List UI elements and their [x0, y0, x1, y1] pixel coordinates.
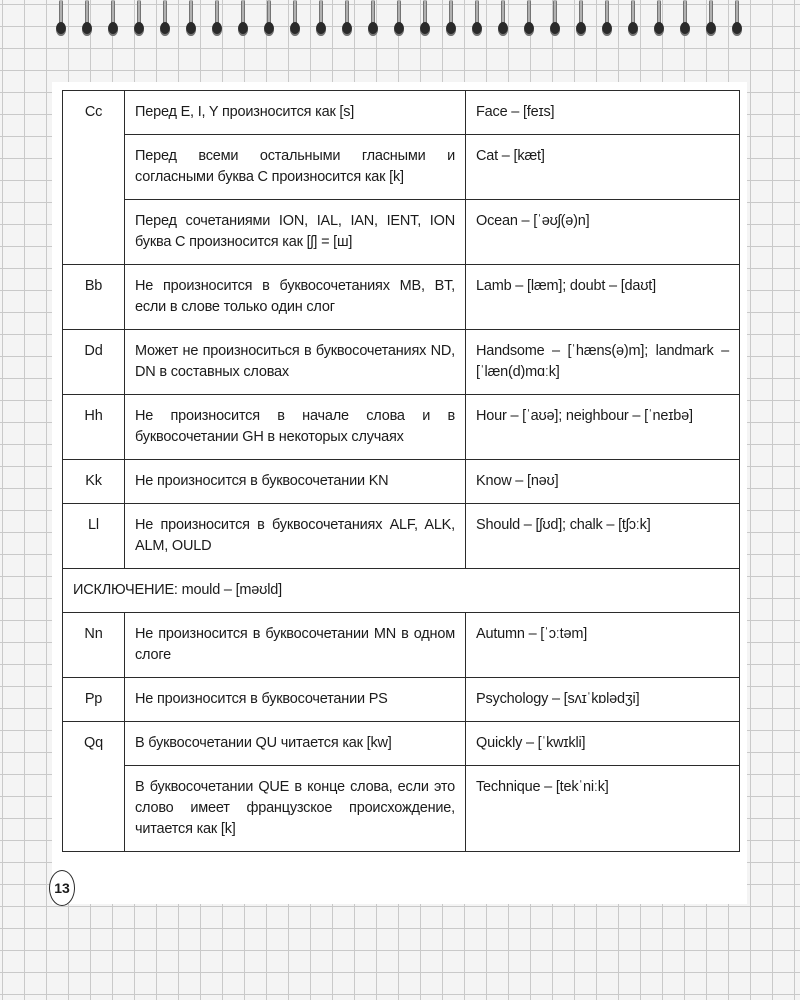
spiral-binding — [0, 0, 800, 42]
table-row — [63, 722, 740, 766]
binding-ring-icon — [108, 0, 118, 40]
table-row — [63, 678, 740, 722]
binding-ring-icon — [342, 0, 352, 40]
table-row — [63, 200, 740, 265]
binding-ring-icon — [316, 0, 326, 40]
letter-cell: Hh — [63, 395, 125, 460]
binding-ring-icon — [212, 0, 222, 40]
table-row — [63, 504, 740, 569]
binding-ring-icon — [56, 0, 66, 40]
binding-ring-icon — [368, 0, 378, 40]
binding-ring-icon — [186, 0, 196, 40]
exception-cell: ИСКЛЮЧЕНИЕ: mould – [məʊld] — [63, 569, 740, 613]
letter-cell: Nn — [63, 613, 125, 678]
table-row — [63, 265, 740, 330]
rule-cell: Не произносится в буквосочетании MN в одном слоге — [125, 613, 466, 678]
binding-ring-icon — [82, 0, 92, 40]
letter-cell: Kk — [63, 460, 125, 504]
binding-ring-icon — [160, 0, 170, 40]
table-row — [63, 395, 740, 460]
binding-ring-icon — [420, 0, 430, 40]
rule-cell: Не произносится в буквосочетаниях ALF, ALK, ALM, OULD — [125, 504, 466, 569]
exception-row — [63, 569, 740, 613]
example-cell: Lamb – [læm]; doubt – [daʊt] — [466, 265, 740, 330]
example-cell: Should – [ʃʊd]; chalk – [tʃɔːk] — [466, 504, 740, 569]
table-row — [63, 91, 740, 135]
example-cell: Know – [nəʊ] — [466, 460, 740, 504]
binding-ring-icon — [446, 0, 456, 40]
rule-cell: Не произносится в буквосочетании KN — [125, 460, 466, 504]
binding-ring-icon — [706, 0, 716, 40]
rule-cell: В буквосочетании QU читается как [kw] — [125, 722, 466, 766]
example-cell: Psychology – [sʌɪˈkɒlədʒi] — [466, 678, 740, 722]
binding-ring-icon — [576, 0, 586, 40]
binding-ring-icon — [498, 0, 508, 40]
binding-ring-icon — [472, 0, 482, 40]
binding-ring-icon — [680, 0, 690, 40]
binding-ring-icon — [394, 0, 404, 40]
binding-ring-icon — [628, 0, 638, 40]
rule-cell: Может не произноситься в буквосочетаниях ND, DN в составных словах — [125, 330, 466, 395]
table-row — [63, 460, 740, 504]
binding-ring-icon — [550, 0, 560, 40]
table-row — [63, 613, 740, 678]
rule-cell: Перед сочетаниями ION, IAL, IAN, IENT, ION буква C произносится как [ʃ] = [ш] — [125, 200, 466, 265]
example-cell: Quickly – [ˈkwɪkli] — [466, 722, 740, 766]
letter-cell: Ll — [63, 504, 125, 569]
example-cell: Face – [feɪs] — [466, 91, 740, 135]
example-cell: Cat – [kæt] — [466, 135, 740, 200]
rule-cell: Не произносится в буквосочетаниях MB, BT, если в слове только один слог — [125, 265, 466, 330]
table-row — [63, 766, 740, 852]
binding-ring-icon — [602, 0, 612, 40]
example-cell: Hour – [ˈaʊə]; neighbour – [ˈneɪbə] — [466, 395, 740, 460]
binding-ring-icon — [264, 0, 274, 40]
rule-cell: Перед E, I, Y произносится как [s] — [125, 91, 466, 135]
letter-cell: Bb — [63, 265, 125, 330]
binding-ring-icon — [732, 0, 742, 40]
example-cell: Autumn – [ˈɔːtəm] — [466, 613, 740, 678]
rule-cell: Не произносится в начале слова и в буквосочетании GH в некоторых случаях — [125, 395, 466, 460]
rule-cell: В буквосочетании QUE в конце слова, если это слово имеет французское происхождение, читается как [k] — [125, 766, 466, 852]
binding-ring-icon — [238, 0, 248, 40]
rule-cell: Перед всеми остальными гласными и согласными буква C произносится как [k] — [125, 135, 466, 200]
binding-ring-icon — [134, 0, 144, 40]
example-cell: Handsome – [ˈhæns(ə)m]; landmark – [ˈlæn(d)mɑːk] — [466, 330, 740, 395]
letter-cell: Pp — [63, 678, 125, 722]
binding-ring-icon — [654, 0, 664, 40]
rule-cell: Не произносится в буквосочетании PS — [125, 678, 466, 722]
letter-cell: Dd — [63, 330, 125, 395]
binding-ring-icon — [290, 0, 300, 40]
page-number: 13 — [49, 870, 75, 906]
table-row — [63, 330, 740, 395]
pronunciation-rules-table — [62, 90, 740, 852]
letter-cell: Cc — [63, 91, 125, 265]
binding-ring-icon — [524, 0, 534, 40]
example-cell: Technique – [tekˈniːk] — [466, 766, 740, 852]
example-cell: Ocean – [ˈəʊʃ(ə)n] — [466, 200, 740, 265]
table-row — [63, 135, 740, 200]
letter-cell: Qq — [63, 722, 125, 852]
